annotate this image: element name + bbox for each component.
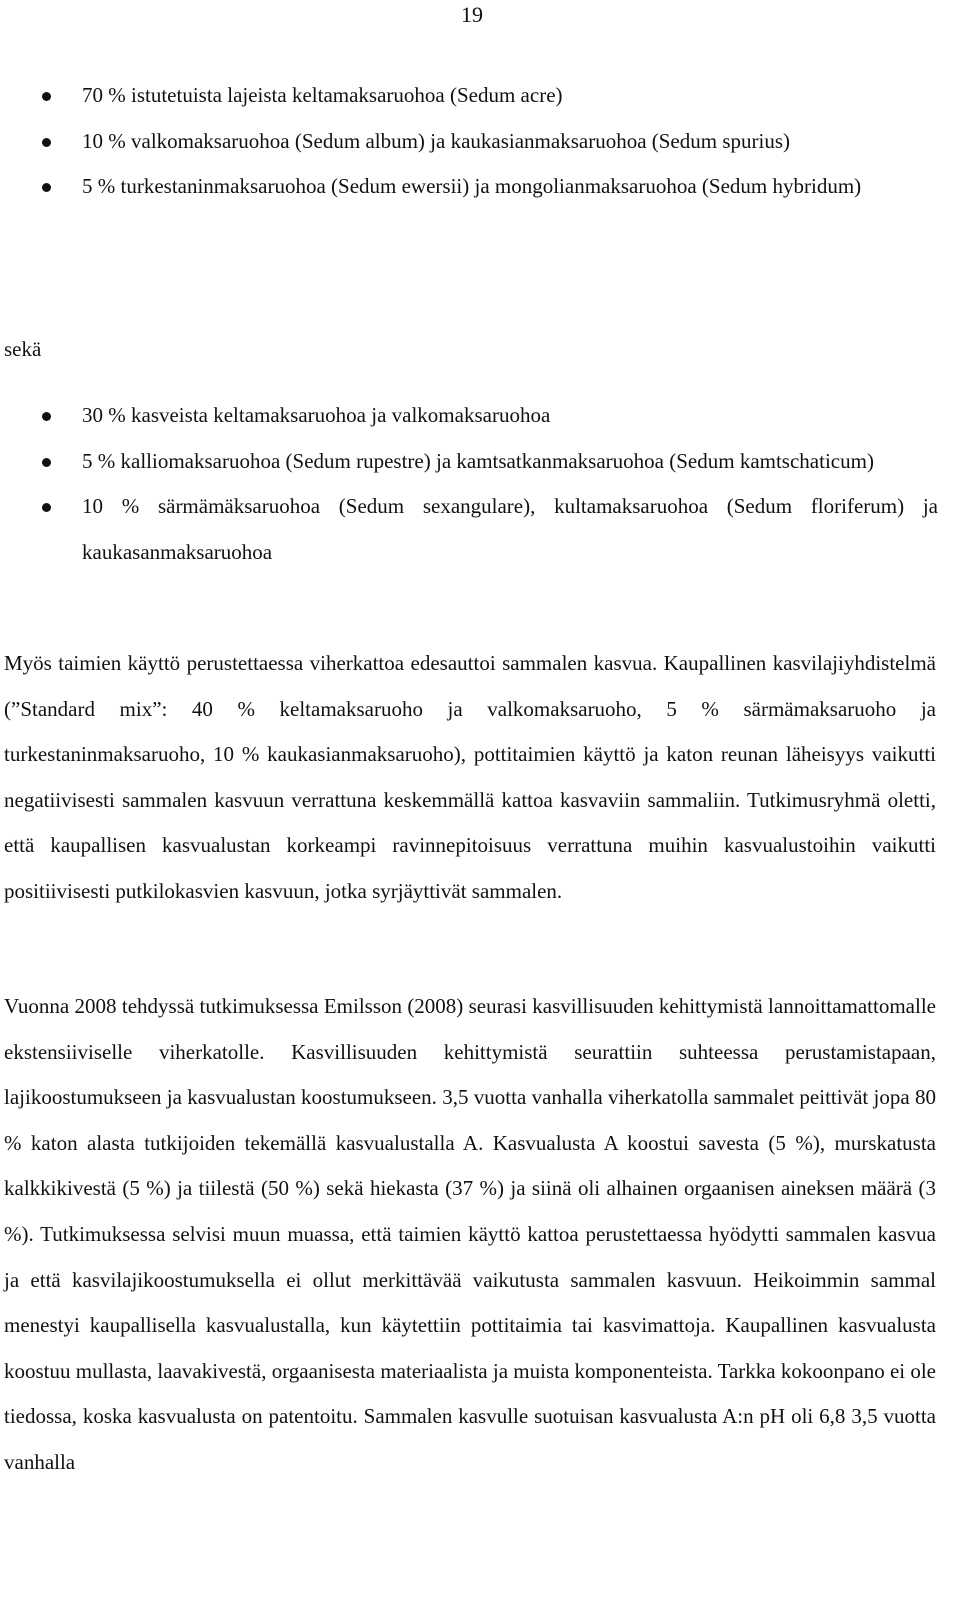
paragraph: Vuonna 2008 tehdyssä tutkimuksessa Emilsson (2008) seurasi kasvillisuuden kehittymistä lannoittamattomalle ekstensiiviselle viherkatolle. Kasvillisuuden kehittymistä seurattiin suhteessa perustamistapaan, lajikoostumukseen ja kasvualustan koostumukseen. 3,5 vuotta vanhalla viherkatolla sammalet peittivät jopa 80 % katon alasta tutkijoiden tekemällä kasvualustalla A. Kasvualusta A koostui savesta (5 %), murskatusta kalkkikivestä (5 %) ja tiilestä (50 %) sekä hiekasta (37 %) ja siinä oli alhainen orgaanisen aineksen määrä (3 %). Tutkimuksessa selvisi muun muassa, että taimien käyttö kattoa perustettaessa hyödytti sammalen kasvua ja että kasvilajikoostumuksella ei ollut merkittävää vaikutusta sammalen kasvuun. Heikoimmin sammal menestyi kaupallisella kasvualustalla, kun käytettiin pottitaimia tai kasvimattoja. Kaupallinen kasvualusta koostuu mullasta, laavakivestä, orgaanisesta materiaalista ja muista komponenteista. Tarkka kokoonpano ei ole tiedossa, koska kasvualusta on patentoitu. Sammalen kasvulle suotuisan kasvualusta A:n pH oli 6,8 3,5 vuotta vanhalla: [4, 994, 936, 1474]
paragraph: Myös taimien käyttö perustettaessa viherkattoa edesauttoi sammalen kasvua. Kaupallinen kasvilajiyhdistelmä (”Standard mix”: 40 % keltamaksaruoho ja valkomaksaruoho, 5 % särmämaksaruoho ja turkestaninmaksaruoho, 10 % kaukasianmaksaruoho), pottitaimien käyttö ja katon reunan läheisyys vaikutti negatiivisesti sammalen kasvuun verrattuna keskemmällä kattoa kasvaviin sammaliin. Tutkimusryhmä oletti, että kaupallisen kasvualustan korkeampi ravinnepitoisuus verrattuna muihin kasvualustoihin vaikutti positiivisesti putkilokasvien kasvuun, jotka syrjäyttivät sammalen.: [4, 651, 936, 903]
list-item: [0, 119, 960, 165]
list-item-text: 10 % valkomaksaruohoa (Sedum album) ja kaukasianmaksaruohoa (Sedum spurius): [82, 128, 791, 153]
bullet-icon: [42, 458, 51, 467]
list-item: [0, 439, 960, 485]
bullet-icon: [42, 183, 51, 192]
list-item-text: 10 % särmämäksaruohoa (Sedum sexangulare), kultamaksaruohoa (Sedum floriferum) ja kaukasanmaksaruohoa: [82, 494, 938, 564]
list-item-text: 5 % turkestaninmaksaruohoa (Sedum ewersii) ja mongolianmaksaruohoa (Sedum hybridum): [82, 174, 862, 198]
list-item-text: 70 % istutetuista lajeista keltamaksaruohoa (Sedum acre): [82, 83, 563, 107]
list-item: [0, 73, 960, 119]
bullet-icon: [42, 138, 51, 147]
species-list-2: [0, 393, 960, 575]
list-item-text: 5 % kalliomaksaruohoa (Sedum rupestre) ja kamtsatkanmaksaruohoa (Sedum kamtschaticum): [82, 448, 874, 473]
bullet-icon: [42, 503, 51, 512]
list-item: [0, 164, 960, 210]
connector-text: sekä: [4, 337, 42, 361]
page-number: 19: [461, 2, 483, 27]
list-item: [0, 484, 960, 575]
list-item: [0, 393, 960, 439]
bullet-icon: [42, 412, 51, 421]
list-item-text: 30 % kasveista keltamaksaruohoa ja valkomaksaruohoa: [82, 403, 551, 427]
species-list-1: [0, 73, 960, 210]
bullet-icon: [42, 92, 51, 101]
